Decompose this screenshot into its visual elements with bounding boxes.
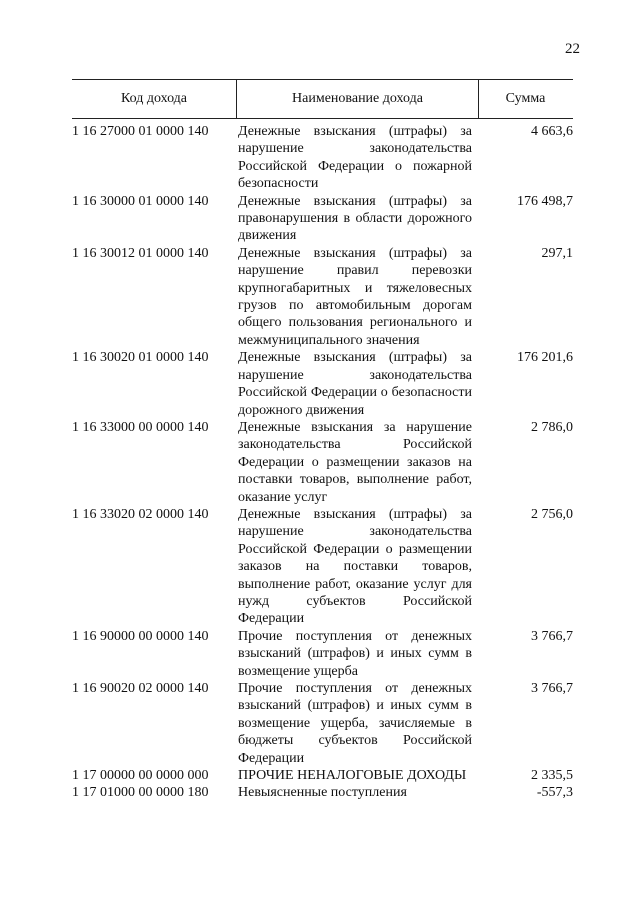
row-code: 1 16 27000 01 0000 140 [72, 124, 209, 139]
table-row [72, 506, 573, 628]
table-row [72, 784, 573, 801]
row-sum: -557,3 [536, 785, 573, 801]
table-row [72, 193, 573, 245]
row-sum: 176 201,6 [517, 350, 573, 366]
row-sum: 2 756,0 [531, 506, 573, 522]
row-name: Денежные взыскания (штрафы) за нарушение правил перевозки крупногабаритных и тяжеловесных грузов по автомобильным дорогам общего пользования регионального и межмуниципального значения [238, 245, 472, 348]
header-name: Наименование дохода [236, 80, 479, 118]
row-name: Денежные взыскания (штрафы) за правонарушения в области дорожного движения [238, 193, 472, 244]
row-code: 1 16 33000 00 0000 140 [72, 419, 209, 435]
table-row [72, 245, 573, 349]
row-code: 1 17 00000 00 0000 000 [72, 768, 209, 784]
row-name: Денежные взыскания (штрафы) за нарушение законодательства Российской Федерации о размещении заказов на поставки товаров, выполнение работ, оказание услуг для нужд субъектов Российской Федерации [238, 506, 472, 627]
row-code: 1 16 90000 00 0000 140 [72, 628, 209, 644]
table-row [72, 628, 573, 680]
page-number: 22 [565, 41, 580, 57]
row-sum: 2 786,0 [531, 419, 573, 435]
table-row [72, 767, 573, 784]
row-name: Невыясненные поступления [238, 785, 407, 801]
row-code: 1 16 30000 01 0000 140 [72, 193, 209, 209]
table-body [72, 123, 573, 802]
row-code: 1 17 01000 00 0000 180 [72, 785, 209, 801]
row-code: 1 16 33020 02 0000 140 [72, 506, 209, 522]
header-sum: Сумма [505, 91, 546, 106]
row-code: 1 16 90020 02 0000 140 [72, 681, 209, 696]
row-name: Денежные взыскания (штрафы) за нарушение законодательства Российской Федерации о пожарной безопасности [238, 124, 472, 192]
row-name: ПРОЧИЕ НЕНАЛОГОВЫЕ ДОХОДЫ [238, 768, 467, 784]
header-code: Код дохода [120, 91, 188, 106]
table-row [72, 419, 573, 506]
table-row [72, 680, 573, 767]
table-row [72, 123, 573, 193]
table-header [72, 79, 573, 119]
row-code: 1 16 30020 01 0000 140 [72, 350, 209, 366]
row-sum: 3 766,7 [531, 628, 573, 644]
row-name: Прочие поступления от денежных взысканий (штрафов) и иных сумм в возмещение ущерба, зачисляемые в бюджеты субъектов Российской Федерации [238, 681, 472, 766]
table-row [72, 349, 573, 419]
row-name: Денежные взыскания (штрафы) за нарушение законодательства Российской Федерации о безопасности дорожного движения [238, 350, 472, 418]
row-sum: 176 498,7 [517, 193, 573, 209]
row-sum: 3 766,7 [531, 681, 573, 696]
row-code: 1 16 30012 01 0000 140 [72, 245, 209, 261]
row-name: Прочие поступления от денежных взысканий (штрафов) и иных сумм в возмещение ущерба [238, 628, 472, 679]
row-sum: 4 663,6 [531, 124, 573, 139]
row-sum: 2 335,5 [531, 768, 573, 784]
row-sum: 297,1 [541, 245, 573, 261]
row-name: Денежные взыскания за нарушение законодательства Российской Федерации о размещении заказов на поставки товаров, выполнение работ, оказание услуг [238, 419, 472, 505]
